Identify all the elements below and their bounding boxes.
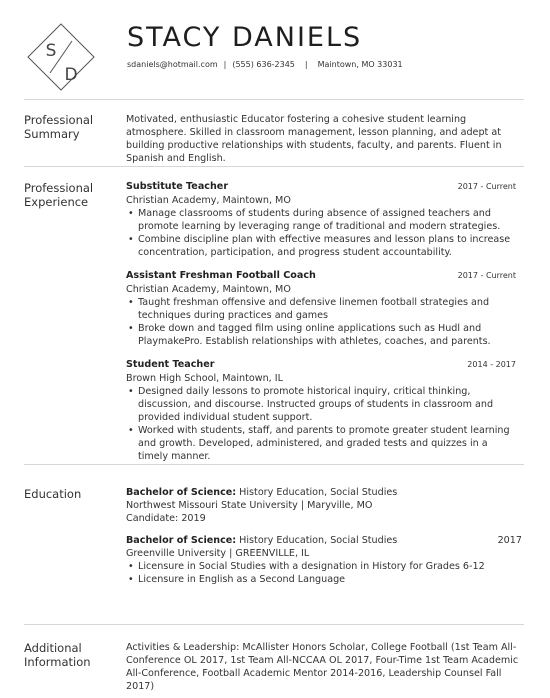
degree-line: [126, 486, 522, 499]
job-bullet: • Combine discipline plan with effective measures and lesson plans to increase concentration, participation, and progress student accountability.: [126, 233, 516, 259]
monogram-initial-s: S: [45, 41, 57, 61]
education-date: 2017: [497, 535, 522, 546]
job-entry: [126, 269, 516, 348]
school-name: Greenville University | GREENVILLE, IL: [126, 548, 310, 559]
monogram-logo: [26, 22, 96, 92]
contact-separator: |: [304, 60, 308, 69]
job-date: 2017 - Current: [457, 182, 516, 191]
degree-field: History Education, Social Studies: [236, 487, 398, 498]
candidate-year: Candidate: 2019: [126, 513, 206, 524]
monogram-initial-d: D: [64, 65, 78, 85]
job-org: Brown High School, Maintown, IL: [126, 373, 283, 384]
phone-text: (555) 636-2345: [232, 60, 295, 69]
experience-label-line2: Experience: [24, 195, 89, 209]
additional-label: [24, 641, 91, 669]
job-title: Assistant Freshman Football Coach: [126, 270, 316, 281]
section-divider: [24, 99, 524, 100]
additional-text: Activities & Leadership: McAllister Honors Scholar, College Football (1st Team All-Conference OL 2017, 1st Team All-NCCAA OL 2017, Four-Time 1st Team Academic All-Conference, Football Academic Mentor 2014-2016, Leadership Counsel Fall 2017): [126, 642, 519, 692]
job-bullet: • Manage classrooms of students during absence of assigned teachers and promote learning by leveraging range of traditional and modern strategies.: [126, 207, 516, 233]
experience-list: [126, 180, 516, 473]
section-divider: [24, 166, 524, 167]
education-entry: [126, 534, 522, 586]
address-text: Maintown, MO 33031: [317, 60, 403, 69]
summary-label-line1: Professional: [24, 113, 94, 127]
degree-line: [126, 534, 522, 547]
job-entry: [126, 358, 516, 463]
job-date: 2014 - 2017: [467, 360, 516, 369]
contact-line: [127, 60, 403, 69]
job-bullets: [126, 385, 516, 463]
education-list: [126, 486, 522, 595]
education-bullet: • Licensure in Social Studies with a designation in History for Grades 6-12: [126, 560, 522, 573]
education-bullet: • Licensure in English as a Second Language: [126, 573, 522, 586]
job-org: Christian Academy, Maintown, MO: [126, 195, 291, 206]
job-bullets: [126, 296, 516, 348]
job-entry: [126, 180, 516, 259]
job-bullets: [126, 207, 516, 259]
additional-label-line2: Information: [24, 655, 91, 669]
job-bullet: • Worked with students, staff, and parents to promote greater student learning and growth. Developed, administered, and graded tests and quizzes in a timely manner.: [126, 424, 516, 463]
education-label: Education: [24, 487, 82, 501]
experience-label: [24, 181, 93, 209]
candidate-name: STACY DANIELS: [127, 22, 363, 53]
job-bullet: • Broke down and tagged film using online applications such as Hudl and PlaymakePro. Establish relationships with athletes, coaches, and parents.: [126, 322, 516, 348]
summary-label-line2: Summary: [24, 127, 80, 141]
email-text: sdaniels@hotmail.com: [127, 60, 218, 69]
school-name: Northwest Missouri State University | Maryville, MO: [126, 500, 373, 511]
degree-name: Bachelor of Science:: [126, 535, 237, 546]
summary-label: [24, 113, 93, 141]
degree-field: History Education, Social Studies: [236, 535, 398, 546]
job-bullet: • Designed daily lessons to promote historical inquiry, critical thinking, discussion, and discourse. Instructed groups of students in classroom and provided individual student support.: [126, 385, 516, 424]
job-org: Christian Academy, Maintown, MO: [126, 284, 291, 295]
job-title: Substitute Teacher: [126, 181, 229, 192]
contact-separator: |: [223, 60, 227, 69]
summary-text: Motivated, enthusiastic Educator fostering a cohesive student learning atmosphere. Skilled in classroom management, lesson planning, and adept at building productive relationships with students, faculty, and parents. Fluent in Spanish and English.: [126, 114, 502, 164]
job-bullet: • Taught freshman offensive and defensive linemen football strategies and techniques during practices and games: [126, 296, 516, 322]
section-divider: [24, 464, 524, 465]
experience-label-line1: Professional: [24, 181, 94, 195]
education-bullets: [126, 560, 522, 586]
additional-label-line1: Additional: [24, 641, 82, 655]
section-divider: [24, 624, 524, 625]
job-date: 2017 - Current: [457, 271, 516, 280]
degree-name: Bachelor of Science:: [126, 487, 237, 498]
education-entry: [126, 486, 522, 525]
job-title: Student Teacher: [126, 359, 215, 370]
